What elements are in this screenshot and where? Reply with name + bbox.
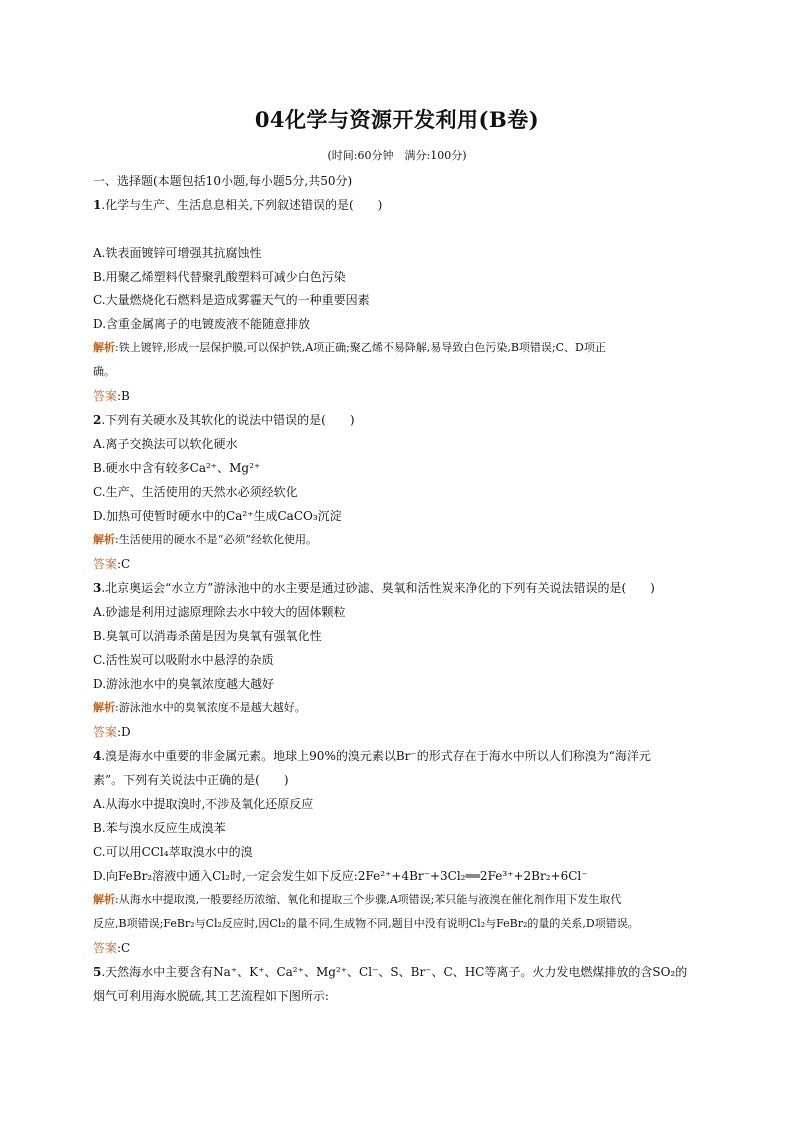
question-2-answer [93, 555, 130, 573]
question-text: .溴是海水中重要的非金属元素。地球上90%的溴元素以Br⁻的形式存在于海水中所以人们称溴为“海洋元 [101, 749, 651, 763]
question-text: .天然海水中主要含有Na⁺、K⁺、Ca²⁺、Mg²⁺、Cl⁻、S、Br⁻、C、HC等离子。火力发电燃煤排放的含SO₂的 [101, 965, 688, 979]
question-1-explanation-cont: 确。 [93, 365, 115, 378]
question-1-stem [93, 196, 382, 214]
explanation-text: :生活使用的硬水不是“必须”经软化使用。 [115, 533, 317, 546]
question-1-option-b: B.用聚乙烯塑料代替聚乳酸塑料可减少白色污染 [93, 270, 346, 284]
question-4-option-c: C.可以用CCl₄萃取溴水中的溴 [93, 845, 253, 859]
answer-label: 答案 [93, 941, 118, 955]
answer-value: :C [117, 557, 131, 571]
question-3-option-c: C.活性炭可以吸附水中悬浮的杂质 [93, 653, 274, 667]
explanation-text: :游泳池水中的臭氧浓度不是越大越好。 [115, 701, 306, 714]
question-4-explanation [93, 891, 621, 909]
explanation-text: :铁上镀锌,形成一层保护膜,可以保护铁,A项正确;聚乙烯不易降解,易导致白色污染,B项错误;C、D项正 [115, 341, 606, 354]
document-title: 04化学与资源开发利用(B卷) [254, 107, 540, 132]
question-1-option-a: A.铁表面镀锌可增强其抗腐蚀性 [93, 246, 262, 260]
question-5-stem-cont: 烟气可利用海水脱硫,其工艺流程如下图所示: [93, 989, 329, 1003]
question-4-option-b: B.苯与溴水反应生成溴苯 [93, 821, 226, 835]
explanation-label: 解析 [93, 533, 115, 546]
question-4-answer [93, 939, 130, 957]
question-2-stem [93, 411, 355, 429]
question-3-stem [93, 579, 655, 597]
question-1-option-c: C.大量燃烧化石燃料是造成雾霾天气的一种重要因素 [93, 293, 370, 307]
section-heading: 一、选择题(本题包括10小题,每小题5分,共50分) [93, 174, 353, 188]
explanation-label: 解析 [93, 701, 115, 714]
question-4-option-a: A.从海水中提取溴时,不涉及氧化还原反应 [93, 797, 314, 811]
explanation-text: :从海水中提取溴,一般要经历浓缩、氧化和提取三个步骤,A项错误;苯只能与液溴在催化剂作用下发生取代 [115, 893, 622, 906]
question-1-explanation [93, 339, 606, 357]
question-2-option-a: A.离子交换法可以软化硬水 [93, 437, 238, 451]
question-text: .下列有关硬水及其软化的说法中错误的是( ) [101, 413, 355, 427]
question-5-stem [93, 963, 687, 981]
question-number: 2 [93, 413, 102, 427]
question-2-option-c: C.生产、生活使用的天然水必须经软化 [93, 485, 298, 499]
question-3-option-a: A.砂滤是利用过滤原理除去水中较大的固体颗粒 [93, 605, 346, 619]
question-1-option-d: D.含重金属离子的电镀废液不能随意排放 [93, 317, 311, 331]
answer-label: 答案 [93, 557, 118, 571]
question-4-option-d: D.向FeBr₂溶液中通入Cl₂时,一定会发生如下反应:2Fe²⁺+4Br⁻+3Cl₂══2Fe³⁺+2Br₂+6Cl⁻ [93, 869, 588, 883]
explanation-label: 解析 [93, 893, 115, 906]
question-4-stem [93, 747, 651, 765]
question-number: 5 [93, 965, 102, 979]
question-text: .北京奥运会“水立方”游泳池中的水主要是通过砂滤、臭氧和活性炭来净化的下列有关说法错误的是( ) [101, 581, 655, 595]
question-number: 4 [93, 749, 102, 763]
answer-label: 答案 [93, 389, 118, 403]
question-text: .化学与生产、生活息息相关,下列叙述错误的是( ) [101, 198, 383, 212]
question-3-answer [93, 723, 131, 741]
answer-value: :D [117, 725, 131, 739]
question-2-explanation [93, 531, 317, 549]
question-1-answer [93, 387, 130, 405]
question-2-option-b: B.硬水中含有较多Ca²⁺、Mg²⁺ [93, 461, 261, 475]
question-4-stem-cont: 素”。下列有关说法中正确的是( ) [93, 773, 289, 787]
answer-label: 答案 [93, 725, 118, 739]
document-subtitle: (时间:60分钟 满分:100分) [327, 149, 467, 162]
question-number: 1 [93, 198, 102, 212]
question-number: 3 [93, 581, 102, 595]
question-2-option-d: D.加热可使暂时硬水中的Ca²⁺生成CaCO₃沉淀 [93, 509, 342, 523]
answer-value: :C [117, 941, 131, 955]
question-3-explanation [93, 699, 306, 717]
explanation-label: 解析 [93, 341, 115, 354]
question-3-option-b: B.臭氧可以消毒杀菌是因为臭氧有强氧化性 [93, 629, 322, 643]
answer-value: :B [117, 389, 130, 403]
question-4-explanation-cont: 反应,B项错误;FeBr₂与Cl₂反应时,因Cl₂的量不同,生成物不同,题目中没有说明Cl₂与FeBr₂的量的关系,D项错误。 [93, 917, 639, 930]
question-3-option-d: D.游泳池水中的臭氧浓度越大越好 [93, 677, 275, 691]
